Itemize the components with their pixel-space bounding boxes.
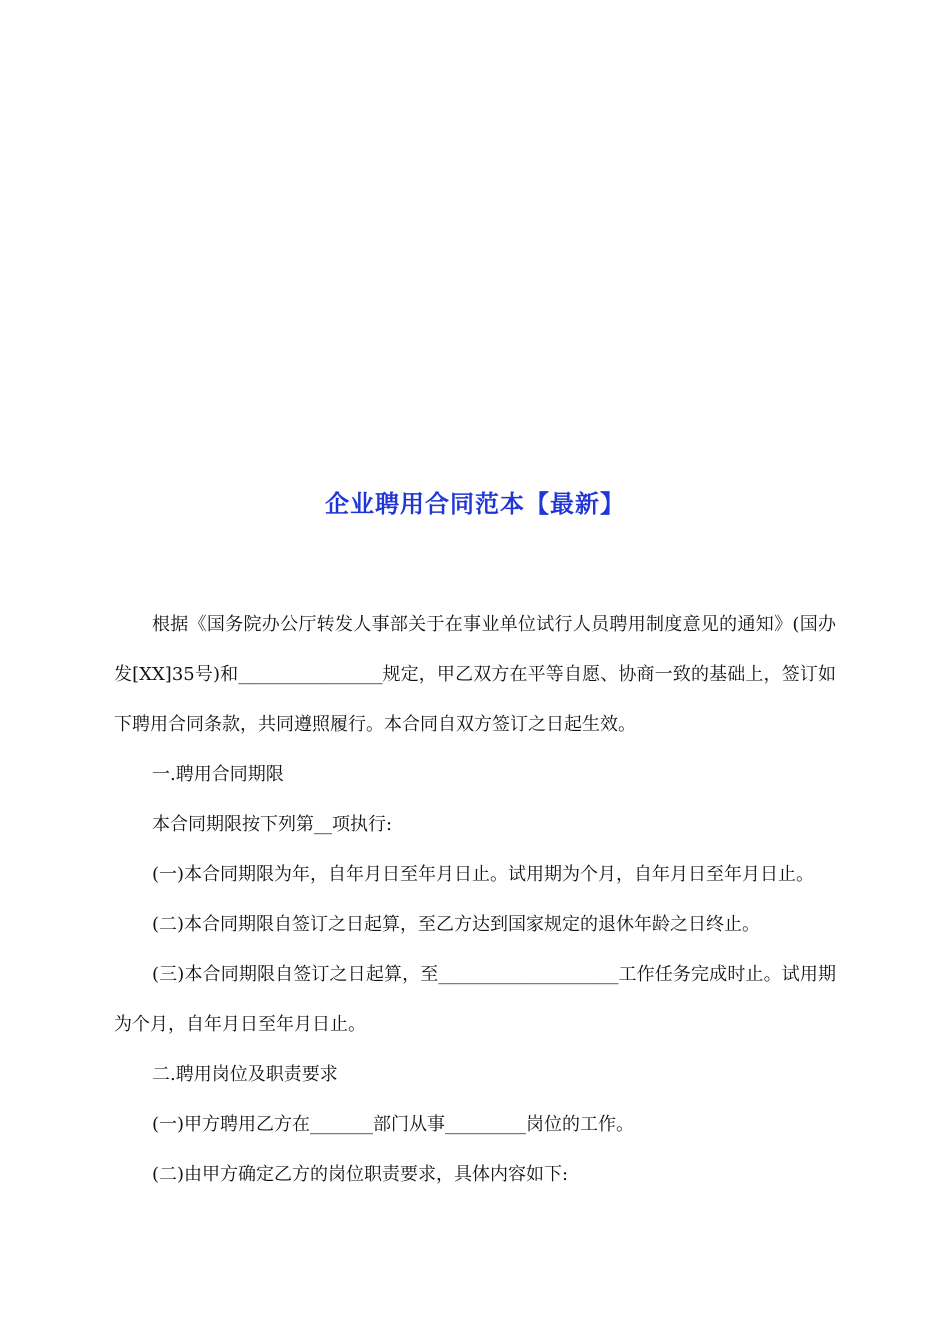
- paragraph-term-3: (三)本合同期限自签订之日起算，至____________________工作任务完成时止。试用期为个月，自年月日至年月日止。: [114, 964, 836, 1035]
- section-heading-position-duties: 二.聘用岗位及职责要求: [152, 1064, 338, 1085]
- paragraph-preamble: 根据《国务院办公厅转发人事部关于在事业单位试行人员聘用制度意见的通知》(国办发[XX]35号)和________________规定，甲乙双方在平等自愿、协商一致的基础上，签订如下聘用合同条款，共同遵照履行。本合同自双方签订之日起生效。: [114, 614, 836, 735]
- document-body: [114, 600, 836, 1200]
- paragraph-position-2: (二)由甲方确定乙方的岗位职责要求，具体内容如下:: [152, 1164, 569, 1185]
- paragraph-position-1: (一)甲方聘用乙方在_______部门从事_________岗位的工作。: [152, 1114, 635, 1135]
- paragraph-term-1: (一)本合同期限为年，自年月日至年月日止。试用期为个月，自年月日至年月日止。: [152, 864, 815, 885]
- paragraph-term-option: 本合同期限按下列第__项执行:: [152, 814, 393, 835]
- section-heading-contract-term: 一.聘用合同期限: [152, 764, 284, 785]
- document-title: 企业聘用合同范本【最新】: [325, 490, 625, 518]
- paragraph-term-2: (二)本合同期限自签订之日起算，至乙方达到国家规定的退休年龄之日终止。: [152, 914, 761, 935]
